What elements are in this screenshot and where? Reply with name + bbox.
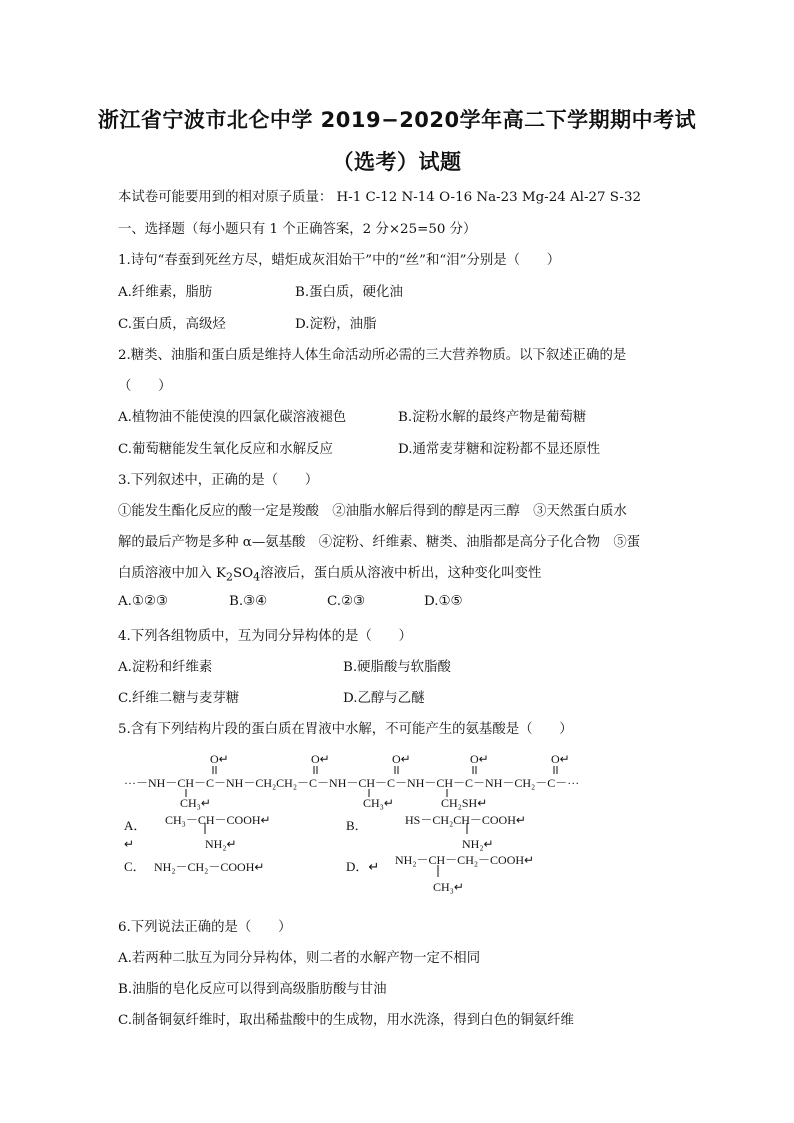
q5-option-d-label: D．↵: [346, 859, 380, 874]
q1-option-d: D.淀粉，油脂: [295, 317, 377, 332]
q5-option-a-label: A．: [124, 818, 147, 833]
q6-option-b: B.油脂的皂化反应可以得到高级脂肪酸与甘油: [118, 982, 387, 997]
carbonyl-o-2: O↵: [311, 752, 330, 766]
q1-option-a: A.纤维素，脂肪: [118, 285, 213, 300]
q3-option-c: C.②③: [327, 594, 366, 609]
q4-option-c: C.纤维二糖与麦芽糖: [118, 691, 240, 706]
q1-option-b: B.蛋白质，硬化油: [295, 285, 403, 300]
q3-option-a: A.①②③: [118, 594, 168, 609]
q4-option-a: A.淀粉和纤维素: [118, 660, 213, 675]
side-chain-3: CH₂SH↵: [441, 796, 488, 810]
q5-option-c-label: C．: [124, 859, 146, 874]
side-chain-1: CH₃↵: [180, 796, 211, 810]
q5-option-c-formula: NH₂－CH₂－COOH↵: [154, 860, 265, 874]
question-4-stem: 4.下列各组物质中，互为同分异构体的是（ ）: [118, 629, 412, 644]
q3-statement-line1: ①能发生酯化反应的酸一定是羧酸 ②油脂水解后得到的醇是丙三醇 ③天然蛋白质水: [118, 504, 627, 519]
q4-option-b: B.硬脂酸与软脂酸: [343, 660, 451, 675]
question-1-stem: 1.诗句“春蚕到死丝方尽，蜡炬成灰泪始干”中的“丝”和“泪”分别是（ ）: [118, 253, 561, 268]
question-3-stem: 3.下列叙述中，正确的是（ ）: [118, 473, 319, 488]
page-title-line2: （选考）试题: [332, 150, 462, 174]
carbonyl-o-4: O↵: [470, 752, 489, 766]
q3-option-b: B.③④: [229, 594, 268, 609]
atomic-mass-note: 本试卷可能要用到的相对原子质量： H-1 C-12 N-14 O-16 Na-23 Mg-24 Al-27 S-32: [118, 190, 641, 205]
q2-option-a: A.植物油不能使溴的四氯化碳溶液褪色: [118, 410, 347, 425]
page-title-line1: 浙江省宁波市北仑中学 2019−2020学年高二下学期期中考试: [97, 108, 697, 132]
q3-statement-line2: 解的最后产物是多种 α—氨基酸 ④淀粉、纤维素、糖类、油脂都是高分子化合物 ⑤蛋: [118, 535, 641, 550]
q5-option-b-formula: HS－CH₂CH－COOH↵: [405, 813, 526, 827]
carbonyl-o-5: O↵: [551, 752, 570, 766]
q3-option-d: D.①⑤: [424, 594, 463, 609]
q4-option-d: D.乙醇与乙醚: [343, 691, 425, 706]
q5-option-b-label: B．: [346, 818, 368, 833]
q5-option-d-substituent: CH₃↵: [433, 880, 464, 894]
q5-option-d-formula: NH₂－CH－CH₂－COOH↵: [395, 853, 535, 867]
q2-option-b: B.淀粉水解的最终产物是葡萄糖: [398, 410, 587, 425]
q1-option-c: C.蛋白质，高级烃: [118, 317, 226, 332]
carbonyl-o-1: O↵: [210, 752, 229, 766]
q2-option-d: D.通常麦芽糖和淀粉都不显还原性: [398, 442, 600, 457]
q5-option-a-formula: CH₃－CH－COOH↵: [165, 813, 271, 827]
question-5-stem: 5.含有下列结构片段的蛋白质在胃液中水解，不可能产生的氨基酸是（ ）: [118, 722, 573, 737]
q6-option-c: C.制备铜氨纤维时，取出稀盐酸中的生成物，用水洗涤，得到白色的铜氨纤维: [118, 1013, 574, 1028]
return-mark: ↵: [124, 837, 135, 851]
section-heading: 一、选择题（每小题只有 1 个正确答案，2 分×25=50 分）: [118, 222, 477, 237]
carbonyl-o-3: O↵: [392, 752, 411, 766]
q5-option-a-substituent: NH₂↵: [205, 837, 237, 851]
peptide-chain: ···－NH－CH－C－NH－CH₂CH₂－C－NH－CH－C－NH－CH－C－NH－CH₂－C－···: [124, 776, 580, 790]
question-2-stem: 2.糖类、油脂和蛋白质是维持人体生命活动所必需的三大营养物质。以下叙述正确的是: [118, 348, 627, 363]
q2-option-c: C.葡萄糖能发生氧化反应和水解反应: [118, 442, 333, 457]
question-2-stem-cont: （ ）: [118, 379, 172, 394]
q6-option-a: A.若两种二肽互为同分异构体，则二者的水解产物一定不相同: [118, 951, 481, 966]
q5-option-b-substituent: NH₂↵: [462, 837, 494, 851]
side-chain-2: CH₃↵: [363, 796, 394, 810]
q3-statement-line3: 白质溶液中加入 $K_2SO_4$溶液后，蛋白质从溶液中析出，这种变化叫变性: [118, 566, 542, 584]
question-6-stem: 6.下列说法正确的是（ ）: [118, 920, 292, 935]
